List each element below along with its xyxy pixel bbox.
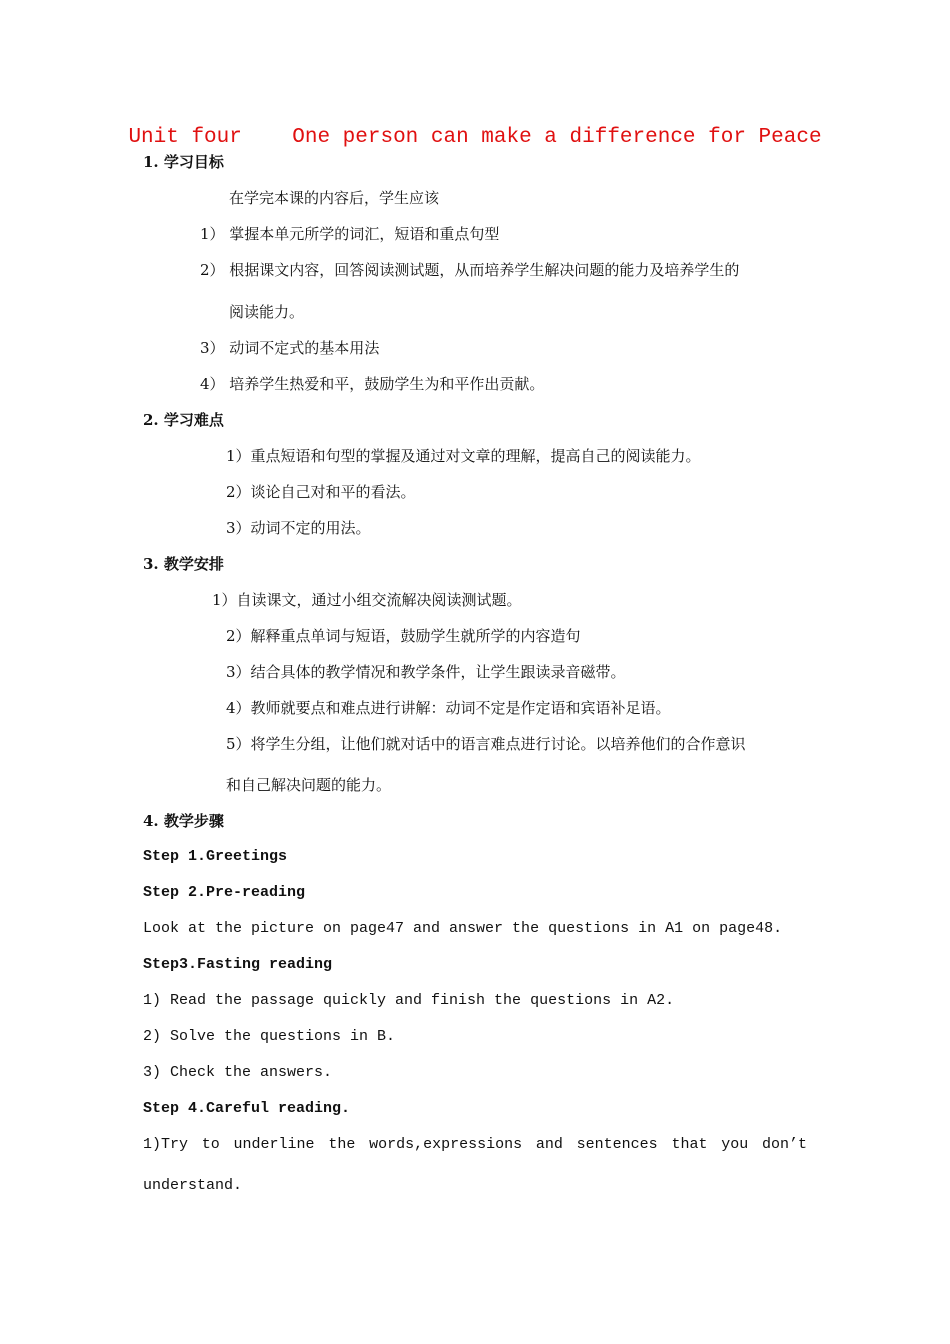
section-3-item: 2）解释重点单词与短语，鼓励学生就所学的内容造句 [226,627,581,645]
section-2-heading: 2. 学习难点 [143,411,224,429]
section-3-heading: 3. 教学安排 [143,555,224,573]
section-3-item-continuation: 和自己解决问题的能力。 [226,776,392,794]
section-1-item-continuation: 阅读能力。 [229,303,305,321]
section-3-item: 1）自读课文，通过小组交流解决阅读测试题。 [212,591,522,609]
step-4-text-line: 1)Try to underline the words,expressions and sentences that you don’t [143,1136,807,1153]
section-2-item: 3）动词不定的用法。 [226,519,371,537]
section-1-intro: 在学完本课的内容后，学生应该 [229,189,440,207]
section-3-item: 4）教师就要点和难点进行讲解：动词不定是作定语和宾语补足语。 [226,699,671,717]
section-1-item: 1） 掌握本单元所学的词汇，短语和重点句型 [200,225,500,243]
section-1-item: 3） 动词不定式的基本用法 [200,339,380,357]
step-3-item: 2) Solve the questions in B. [143,1028,396,1045]
step-3-heading: Step3.Fasting reading [143,956,333,973]
section-1-item: 4） 培养学生热爱和平，鼓励学生为和平作出贡献。 [200,375,545,393]
step-2-heading: Step 2.Pre-reading [143,884,306,901]
step-4-text-line: understand. [143,1177,243,1194]
step-3-item: 3) Check the answers. [143,1064,333,1081]
step-1-heading: Step 1.Greetings [143,848,288,865]
section-3-item: 5）将学生分组，让他们就对话中的语言难点进行讨论。以培养他们的合作意识 [226,735,746,753]
section-1-heading: 1. 学习目标 [143,153,224,171]
section-2-item: 2）谈论自己对和平的看法。 [226,483,416,501]
section-3-item: 3）结合具体的教学情况和教学条件，让学生跟读录音磁带。 [226,663,626,681]
document-title: Unit four One person can make a difference for Peace [128,126,822,149]
section-4-heading: 4. 教学步骤 [143,812,224,830]
section-2-item: 1）重点短语和句型的掌握及通过对文章的理解，提高自己的阅读能力。 [226,447,701,465]
step-3-item: 1) Read the passage quickly and finish the questions in A2. [143,992,675,1009]
section-1-item: 2） 根据课文内容，回答阅读测试题，从而培养学生解决问题的能力及培养学生的 [200,261,740,279]
step-2-text: Look at the picture on page47 and answer the questions in A1 on page48. [143,920,783,937]
step-4-heading: Step 4.Careful reading. [143,1100,351,1117]
